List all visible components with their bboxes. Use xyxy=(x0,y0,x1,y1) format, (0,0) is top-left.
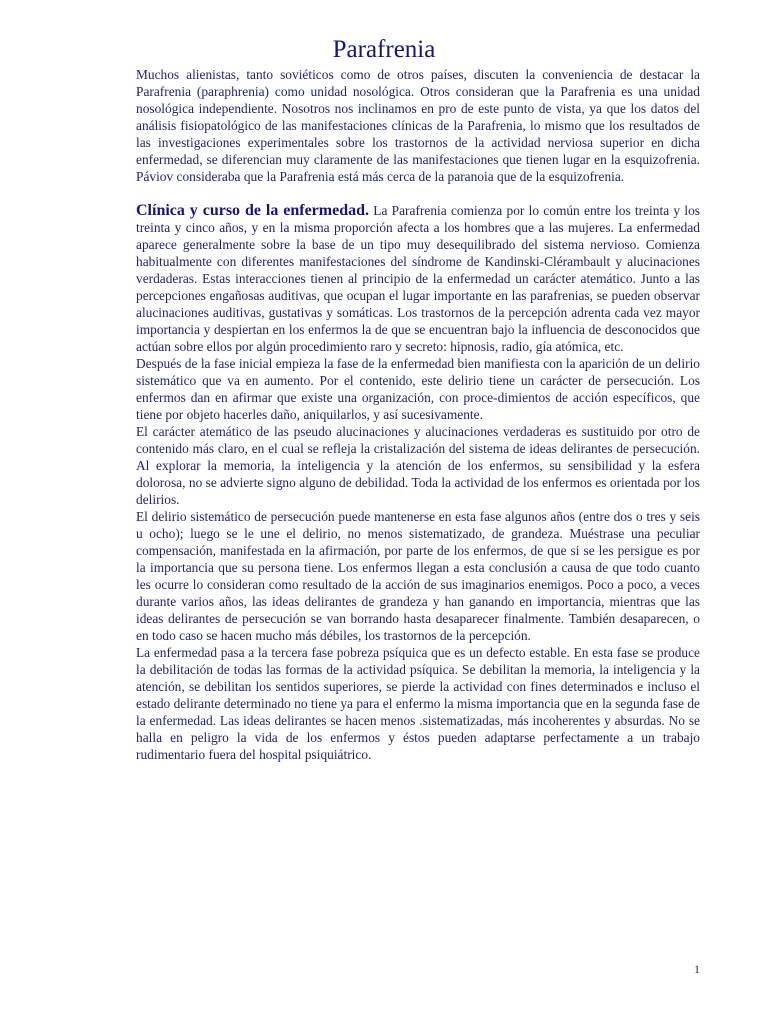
paragraph-fase-manifiesta: Después de la fase inicial empieza la fase de la enfermedad bien manifiesta con la aparición de un delirio sistemático que va en aumento. Por el contenido, este delirio tiene un carácter de persecución. Los enfermos dan en afirmar que existe una organización, con proce-dimientos de acción específicos, que tiene por objeto hacerles daño, aniquilarlos, y así sucesivamente. xyxy=(136,356,700,422)
paragraph-clinica xyxy=(136,202,700,355)
paragraph-delirio-persecucion: El delirio sistemático de persecución puede mantenerse en esta fase algunos años (entre dos o tres y seis u ocho); luego se le une el delirio, no menos sistematizado, de grandeza. Muéstrase una peculiar compensación, manifestada en la afirmación, por parte de los enfermos, de que si se les persigue es por la importancia que su persona tiene. Los enfermos llegan a esta conclusión a causa de que todo cuanto les ocurre lo consideran como resultado de la acción de sus imaginarios enemigos. Poco a poco, a veces durante varios años, las ideas delirantes de grandeza y han ganando en importancia, mientras que las ideas delirantes de persecución se van borrando hasta desaparecer finalmente. También desaparecen, o en todo caso se hacen mucho más débiles, los trastornos de la percepción. xyxy=(136,509,700,643)
section-heading: Clínica y curso de la enfermedad. xyxy=(136,202,370,219)
paragraph-tercera-fase: La enfermedad pasa a la tercera fase pobreza psíquica que es un defecto estable. En esta fase se produce la debilitación de todas las formas de la actividad psíquica. Se debilitan la memoria, la inteligencia y la atención, se debilitan los sentidos superiores, se pierde la actividad con fines determinados e incluso el estado delirante determinado no tiene ya para el enfermo la misma importancia que en la segunda fase de la enfermedad. Las ideas delirantes se hacen menos .sistematizadas, más incoherentes y absurdas. No se halla en peligro la vida de los enfermos y éstos pueden adaptarse perfectamente a un trabajo rudimentario fuera del hospital psiquiátrico. xyxy=(136,645,700,762)
paragraph-clinica-text: La Parafrenia comienza por lo común entre los treinta y los treinta y cinco años, y en la misma proporción afecta a los hombres que a las mujeres. La enfermedad aparece generalmente sobre la base de un tipo muy desequilibrado del sistema nervioso. Comienza habitualmente con diferentes manifestaciones del síndrome de Kandinski-Clérambault y alucinaciones verdaderas. Estas interacciones tienen al principio de la enfermedad un carácter atemático. Junto a las percepciones engañosas auditivas, que ocupan el lugar importante en las parafrenias, se pueden observar alucinaciones auditivas, gustativas y somáticas. Los trastornos de la percepción adrenta cada vez mayor importancia y despiertan en los enfermos la de que se encuentran bajo la influencia de desconocidos que actúan sobre ellos por algún procedimiento raro y secreto: hipnosis, radio, gía atómica, etc. xyxy=(136,203,700,354)
paragraph-caracter-atematico: El carácter atemático de las pseudo alucinaciones y alucinaciones verdaderas es sustituido por otro de contenido más claro, en el cual se refleja la cristalización del sistema de ideas delirantes de persecución. Al explorar la memoria, la inteligencia y la atención de los enfermos, su sensibilidad y la esfera dolorosa, no se advierte signo alguno de debilidad. Toda la actividad de los enfermos es orientada por los delirios. xyxy=(136,424,700,507)
document-title: Parafrenia xyxy=(332,36,436,63)
document-body xyxy=(136,66,700,763)
paragraph-intro: Muchos alienistas, tanto soviéticos como de otros países, discuten la conveniencia de destacar la Parafrenia (paraphrenia) como unidad nosológica. Otros consideran que la Parafrenia es una unidad nosológica independiente. Nosotros nos inclinamos en pro de este punto de vista, ya que los datos del análisis fisiopatológico de las manifestaciones clínicas de la Parafrenia, lo mismo que los resultados de las investigaciones experimentales sobre los trastornos de la actividad nerviosa superior en dicha enfermedad, se diferencian muy claramente de las manifestaciones que tienen lugar en la esquizofrenia. Páviov consideraba que la Parafrenia está más cerca de la paranoia que de la esquizofrenia. xyxy=(136,67,700,184)
page-number: 1 xyxy=(694,962,700,976)
